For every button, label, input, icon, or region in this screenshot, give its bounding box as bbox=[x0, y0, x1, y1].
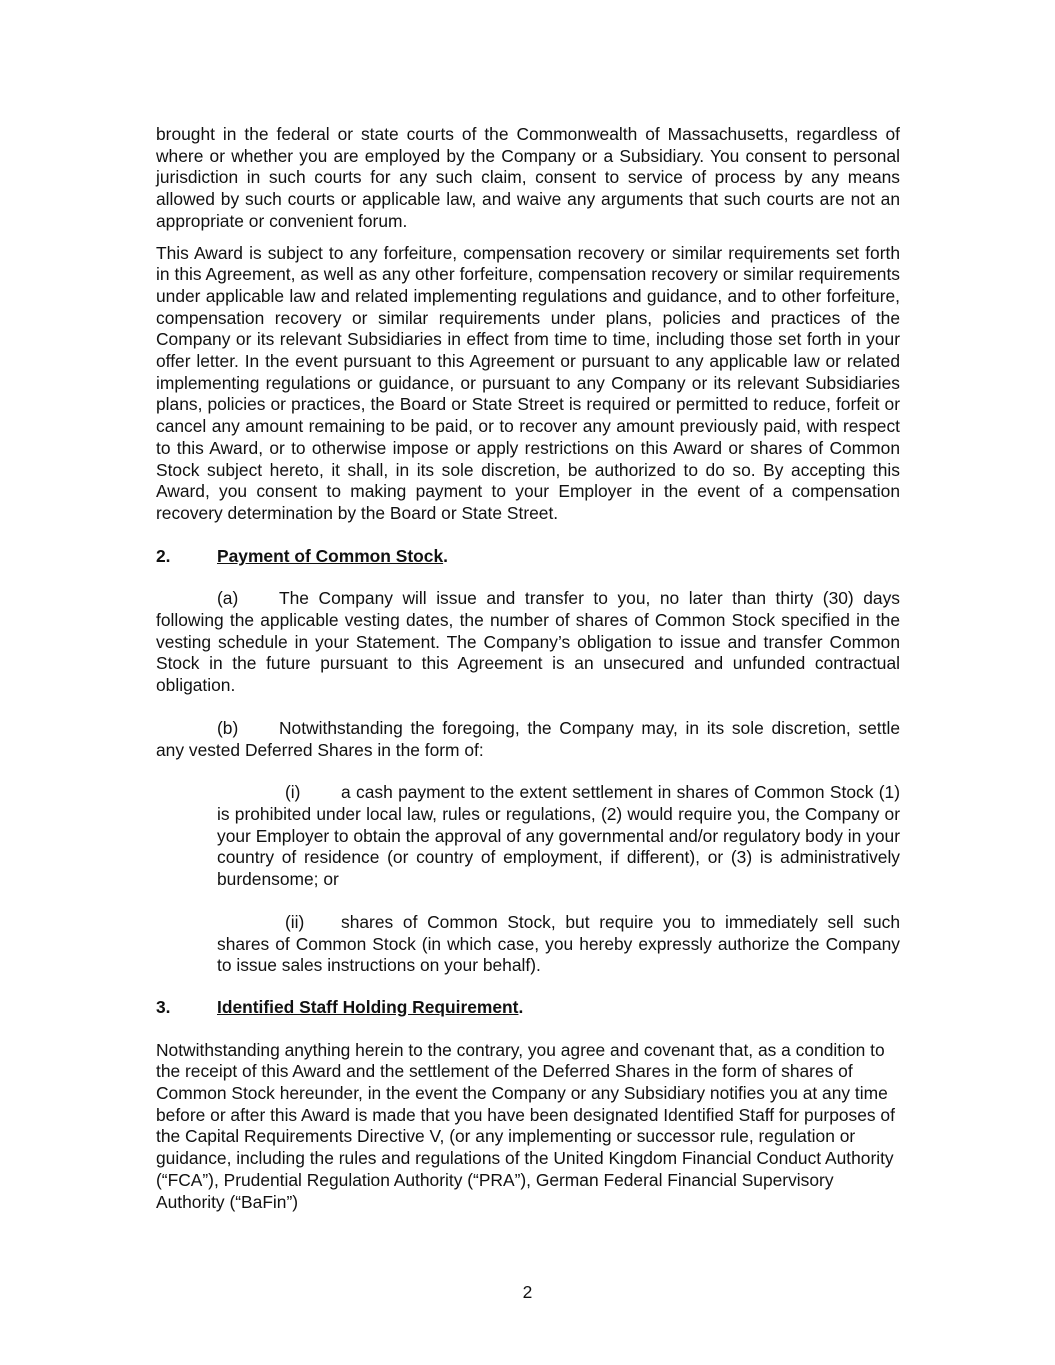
section-2-number: 2. bbox=[156, 545, 171, 566]
paragraph-b-text: Notwithstanding the foregoing, the Company may, in its sole discretion, settle any vested Deferred Shares in the form of: bbox=[156, 717, 900, 760]
section-2-paragraph-b bbox=[156, 718, 900, 761]
item-i-text: a cash payment to the extent settlement in shares of Common Stock (1) is prohibited under local law, rules or regulations, (2) would require you, the Company or your Employer to obtain the approval of any governmental and/or regulatory body in your country of residence (or country of employment, if different), or (3) is administratively burdensome; or bbox=[217, 782, 900, 890]
page-number: 2 bbox=[522, 1282, 533, 1302]
section-3-number: 3. bbox=[156, 996, 171, 1017]
section-2-item-i bbox=[217, 782, 900, 891]
paragraph-award-forfeiture: This Award is subject to any forfeiture, compensation recovery or similar requirements set forth in this Agreement, as well as any other forfeiture, compensation recovery or similar requirements under applicable law and related implementing regulations and guidance, and to other forfeiture, compensation recovery or similar requirements under plans, policies and practices of the Company or its relevant Subsidiaries in effect from time to time, including those set forth in your offer letter. In the event pursuant to this Agreement or pursuant to any applicable law or related implementing regulations or guidance, or pursuant to any Company or its relevant Subsidiaries plans, policies or practices, the Board or State Street is required or permitted to reduce, forfeit or cancel any amount remaining to be paid, or to recover any amount previously paid, with respect to this Award, or to otherwise impose or apply restrictions on this Award or shares of Common Stock subject hereto, it shall, in its sole discretion, be authorized to do so. By accepting this Award, you consent to making payment to your Employer in the event of a compensation recovery determination by the Board or State Street. bbox=[156, 242, 900, 523]
section-3-heading bbox=[156, 997, 900, 1019]
section-3-title: Identified Staff Holding Requirement bbox=[217, 996, 519, 1017]
item-i-label: (i) bbox=[285, 782, 301, 803]
section-2-title: Payment of Common Stock bbox=[217, 545, 444, 566]
section-2-paragraph-a bbox=[156, 588, 900, 697]
document-body bbox=[156, 124, 900, 1213]
item-ii-label: (ii) bbox=[285, 911, 305, 932]
section-3-paragraph: Notwithstanding anything herein to the contrary, you agree and covenant that, as a condition to the receipt of this Award and the settlement of the Deferred Shares in the form of shares of Common Stock hereunder, in the event the Company or any Subsidiary notifies you at any time before or after this Award is made that you have been designated Identified Staff for purposes of the Capital Requirements Directive V, (or any implementing or successor rule, regulation or guidance, including the rules and regulations of the United Kingdom Financial Conduct Authority (“FCA”), Prudential Regulation Authority (“PRA”), German Federal Financial Supervisory Authority (“BaFin”) bbox=[156, 1039, 895, 1212]
paragraph-jurisdiction: brought in the federal or state courts of the Commonwealth of Massachusetts, regardless of where or whether you are employed by the Company or a Subsidiary. You consent to personal jurisdiction in such courts for any such claim, consent to service of process by any means allowed by such courts or applicable law, and waive any arguments that such courts are not an appropriate or convenient forum. bbox=[156, 124, 900, 231]
paragraph-a-text: The Company will issue and transfer to you, no later than thirty (30) days following the applicable vesting dates, the number of shares of Common Stock specified in the vesting schedule in your Statement. The Company’s obligation to issue and transfer Common Stock in the future pursuant to this Agreement is an unsecured and unfunded contractual obligation. bbox=[156, 588, 900, 696]
item-ii-text: shares of Common Stock, but require you to immediately sell such shares of Common Stock (in which case, you hereby expressly authorize the Company to issue sales instructions on your behalf). bbox=[217, 911, 900, 976]
section-2-title-period: . bbox=[443, 545, 448, 566]
section-2-heading bbox=[156, 546, 900, 568]
paragraph-a-label: (a) bbox=[217, 588, 239, 609]
section-3-title-period: . bbox=[518, 996, 524, 1017]
section-2-item-ii bbox=[217, 912, 900, 977]
paragraph-b-label: (b) bbox=[217, 717, 239, 738]
